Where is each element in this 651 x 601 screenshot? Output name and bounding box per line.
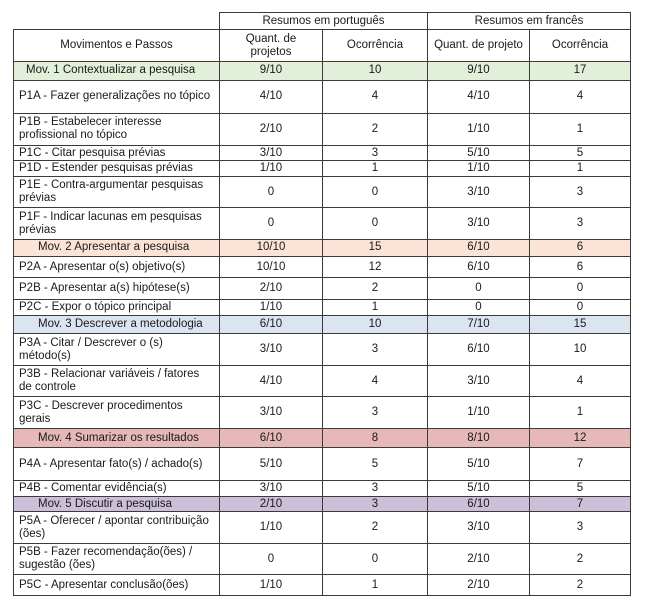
pt-occurrence-cell: 4 — [323, 81, 428, 114]
pt-occurrence-cell: 2 — [323, 512, 428, 544]
move-row — [14, 497, 631, 512]
step-row — [14, 208, 631, 240]
step-label: P1D - Estender pesquisas prévias — [14, 161, 220, 176]
pt-quant-cell: 3/10 — [220, 397, 323, 429]
fr-quant-cell: 2/10 — [428, 575, 530, 596]
pt-quant-cell: 10/10 — [220, 239, 323, 256]
pt-occurrence-cell: 15 — [323, 239, 428, 256]
fr-occurrence-cell: 3 — [530, 176, 631, 208]
pt-quant-cell: 5/10 — [220, 448, 323, 481]
step-label: P2C - Expor o tópico principal — [14, 299, 220, 315]
fr-occurrence-cell: 0 — [530, 278, 631, 299]
pt-quant-cell: 0 — [220, 176, 323, 208]
move-row — [14, 428, 631, 447]
step-row — [14, 334, 631, 366]
step-row — [14, 176, 631, 208]
pt-occurrence-cell: 0 — [323, 543, 428, 575]
step-label: P5C - Apresentar conclusão(ões) — [14, 575, 220, 596]
move-row — [14, 239, 631, 256]
pt-quant-cell: 4/10 — [220, 365, 323, 397]
pt-quant-cell: 3/10 — [220, 334, 323, 366]
step-row — [14, 397, 631, 429]
group-header-portuguese: Resumos em português — [220, 13, 428, 30]
moves-table — [13, 12, 631, 596]
fr-quant-cell: 3/10 — [428, 208, 530, 240]
pt-occurrence-cell: 0 — [323, 176, 428, 208]
step-label: P4B - Comentar evidência(s) — [14, 480, 220, 496]
fr-quant-cell: 8/10 — [428, 428, 530, 447]
fr-quant-cell: 0 — [428, 299, 530, 315]
fr-occurrence-cell: 10 — [530, 334, 631, 366]
step-label: P3C - Descrever procedimentos gerais — [14, 397, 220, 429]
fr-occurrence-cell: 6 — [530, 257, 631, 278]
column-header-fr-quant: Quant. de projeto — [428, 30, 530, 62]
column-header-pt-quant: Quant. de projetos — [220, 30, 323, 62]
fr-occurrence-cell: 3 — [530, 512, 631, 544]
move-label: Mov. 5 Discutir a pesquisa — [14, 497, 220, 512]
pt-occurrence-cell: 3 — [323, 146, 428, 161]
step-label: P1F - Indicar lacunas em pesquisas prévias — [14, 208, 220, 240]
fr-occurrence-cell: 7 — [530, 497, 631, 512]
pt-occurrence-cell: 10 — [323, 316, 428, 334]
pt-occurrence-cell: 0 — [323, 208, 428, 240]
header-row-columns — [14, 30, 631, 62]
move-row — [14, 316, 631, 334]
step-row — [14, 480, 631, 496]
step-row — [14, 512, 631, 544]
group-header-french: Resumos em francês — [428, 13, 631, 30]
step-row — [14, 299, 631, 315]
fr-occurrence-cell: 1 — [530, 161, 631, 176]
pt-occurrence-cell: 3 — [323, 497, 428, 512]
move-label: Mov. 3 Descrever a metodologia — [14, 316, 220, 334]
fr-quant-cell: 0 — [428, 278, 530, 299]
fr-occurrence-cell: 6 — [530, 239, 631, 256]
header-row-groups — [14, 13, 631, 30]
move-label: Mov. 4 Sumarizar os resultados — [14, 428, 220, 447]
fr-occurrence-cell: 15 — [530, 316, 631, 334]
fr-quant-cell: 3/10 — [428, 365, 530, 397]
step-row — [14, 257, 631, 278]
pt-quant-cell: 6/10 — [220, 316, 323, 334]
fr-quant-cell: 1/10 — [428, 161, 530, 176]
pt-quant-cell: 2/10 — [220, 113, 323, 146]
step-row — [14, 113, 631, 146]
pt-quant-cell: 6/10 — [220, 428, 323, 447]
pt-occurrence-cell: 8 — [323, 428, 428, 447]
pt-occurrence-cell: 1 — [323, 161, 428, 176]
pt-quant-cell: 3/10 — [220, 146, 323, 161]
column-header-fr-occurrence: Ocorrência — [530, 30, 631, 62]
pt-quant-cell: 2/10 — [220, 278, 323, 299]
step-row — [14, 365, 631, 397]
step-label: P3B - Relacionar variáveis / fatores de controle — [14, 365, 220, 397]
fr-quant-cell: 5/10 — [428, 480, 530, 496]
pt-quant-cell: 0 — [220, 543, 323, 575]
fr-occurrence-cell: 4 — [530, 365, 631, 397]
pt-quant-cell: 10/10 — [220, 257, 323, 278]
fr-quant-cell: 4/10 — [428, 81, 530, 114]
pt-occurrence-cell: 5 — [323, 448, 428, 481]
pt-occurrence-cell: 1 — [323, 575, 428, 596]
pt-occurrence-cell: 3 — [323, 480, 428, 496]
pt-quant-cell: 1/10 — [220, 299, 323, 315]
fr-quant-cell: 6/10 — [428, 497, 530, 512]
move-label: Mov. 2 Apresentar a pesquisa — [14, 239, 220, 256]
pt-occurrence-cell: 1 — [323, 299, 428, 315]
pt-occurrence-cell: 3 — [323, 397, 428, 429]
column-header-pt-occurrence: Ocorrência — [323, 30, 428, 62]
step-row — [14, 543, 631, 575]
fr-quant-cell: 3/10 — [428, 512, 530, 544]
step-label: P1B - Estabelecer interesse profissional no tópico — [14, 113, 220, 146]
pt-quant-cell: 0 — [220, 208, 323, 240]
fr-occurrence-cell: 1 — [530, 113, 631, 146]
fr-occurrence-cell: 5 — [530, 146, 631, 161]
step-label: P1E - Contra-argumentar pesquisas prévias — [14, 176, 220, 208]
step-row — [14, 575, 631, 596]
step-label: P2A - Apresentar o(s) objetivo(s) — [14, 257, 220, 278]
header-empty-cell — [14, 13, 220, 30]
step-row — [14, 146, 631, 161]
fr-quant-cell: 9/10 — [428, 61, 530, 80]
step-label: P5B - Fazer recomendação(ões) / sugestão (ões) — [14, 543, 220, 575]
fr-occurrence-cell: 4 — [530, 81, 631, 114]
fr-quant-cell: 5/10 — [428, 448, 530, 481]
fr-quant-cell: 3/10 — [428, 176, 530, 208]
fr-quant-cell: 6/10 — [428, 239, 530, 256]
pt-occurrence-cell: 3 — [323, 334, 428, 366]
fr-quant-cell: 1/10 — [428, 397, 530, 429]
step-row — [14, 448, 631, 481]
fr-occurrence-cell: 2 — [530, 543, 631, 575]
fr-quant-cell: 6/10 — [428, 257, 530, 278]
step-label: P1C - Citar pesquisa prévias — [14, 146, 220, 161]
fr-occurrence-cell: 0 — [530, 299, 631, 315]
pt-quant-cell: 9/10 — [220, 61, 323, 80]
fr-occurrence-cell: 3 — [530, 208, 631, 240]
pt-quant-cell: 1/10 — [220, 575, 323, 596]
fr-quant-cell: 1/10 — [428, 113, 530, 146]
pt-occurrence-cell: 4 — [323, 365, 428, 397]
fr-quant-cell: 5/10 — [428, 146, 530, 161]
pt-occurrence-cell: 2 — [323, 278, 428, 299]
fr-occurrence-cell: 1 — [530, 397, 631, 429]
step-label: P1A - Fazer generalizações no tópico — [14, 81, 220, 114]
step-label: P4A - Apresentar fato(s) / achado(s) — [14, 448, 220, 481]
pt-quant-cell: 1/10 — [220, 161, 323, 176]
step-label: P5A - Oferecer / apontar contribuição (ões) — [14, 512, 220, 544]
pt-quant-cell: 3/10 — [220, 480, 323, 496]
fr-quant-cell: 6/10 — [428, 334, 530, 366]
step-row — [14, 278, 631, 299]
fr-quant-cell: 7/10 — [428, 316, 530, 334]
move-label: Mov. 1 Contextualizar a pesquisa — [14, 61, 220, 80]
step-row — [14, 161, 631, 176]
fr-occurrence-cell: 17 — [530, 61, 631, 80]
fr-occurrence-cell: 2 — [530, 575, 631, 596]
column-header-moves: Movimentos e Passos — [14, 30, 220, 62]
fr-occurrence-cell: 5 — [530, 480, 631, 496]
move-row — [14, 61, 631, 80]
pt-occurrence-cell: 12 — [323, 257, 428, 278]
pt-quant-cell: 4/10 — [220, 81, 323, 114]
pt-quant-cell: 1/10 — [220, 512, 323, 544]
fr-quant-cell: 2/10 — [428, 543, 530, 575]
fr-occurrence-cell: 7 — [530, 448, 631, 481]
pt-occurrence-cell: 2 — [323, 113, 428, 146]
pt-quant-cell: 2/10 — [220, 497, 323, 512]
step-row — [14, 81, 631, 114]
step-label: P2B - Apresentar a(s) hipótese(s) — [14, 278, 220, 299]
fr-occurrence-cell: 12 — [530, 428, 631, 447]
pt-occurrence-cell: 10 — [323, 61, 428, 80]
step-label: P3A - Citar / Descrever o (s) método(s) — [14, 334, 220, 366]
